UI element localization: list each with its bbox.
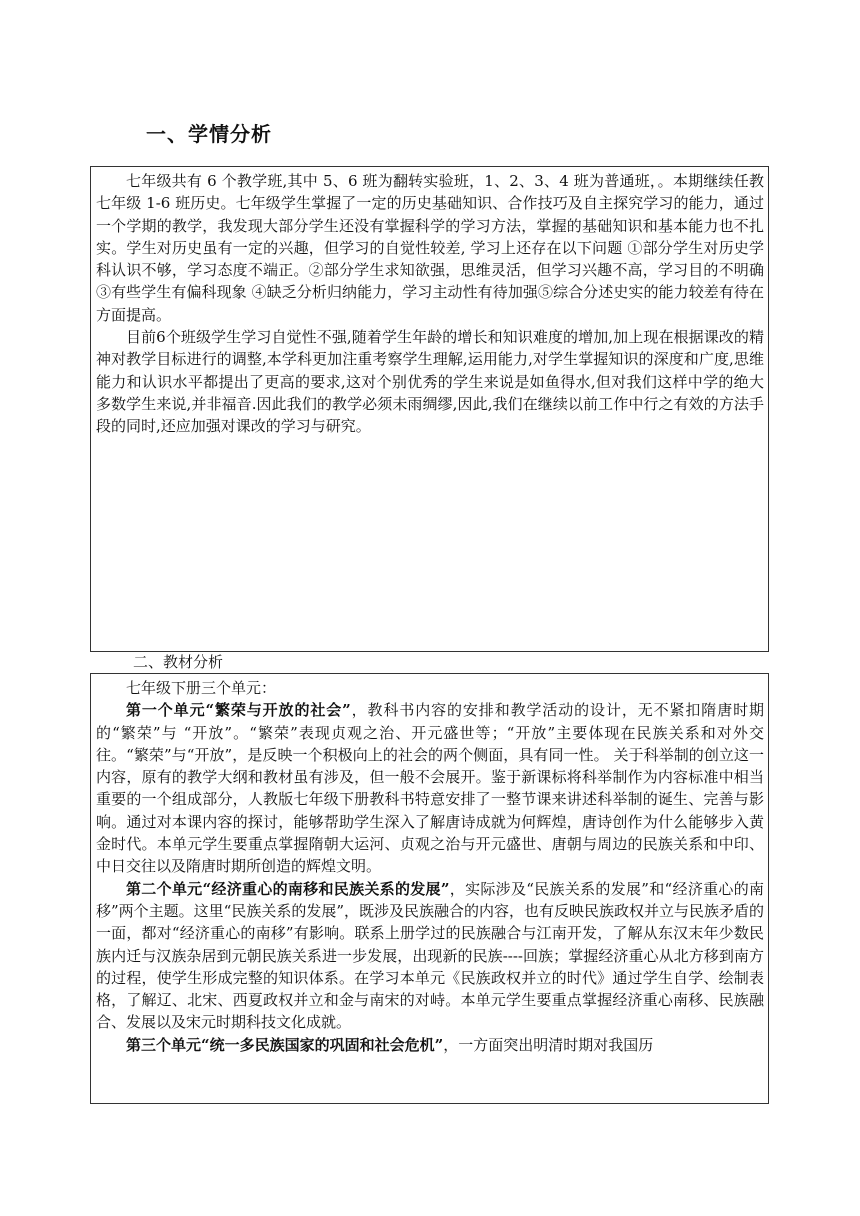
- section-heading-textbook-analysis: 二、教材分析: [133, 653, 224, 671]
- learning-analysis-box: [90, 166, 769, 652]
- paragraph: 目前6个班级学生学习自觉性不强,随着学生年龄的增长和知识难度的增加,加上现在根据课改的精神对教学目标进行的调整,本学科更加注重考察学生理解,运用能力,对学生掌握知识的深度和广度,思维能力和认识水平都提出了更高的要求,这对个别优秀的学生来说是如鱼得水,但对我们这样中学的绝大多数学生来说,并非福音.因此我们的教学必须未雨绸缪,因此,我们在继续以前工作中行之有效的方法手段的同时,还应加强对课改的学习与研究。: [96, 328, 764, 436]
- unit-title: 第二个单元“经济重心的南移和民族关系的发展”: [126, 879, 450, 898]
- unit-title: 第一个单元“繁荣与开放的社会”: [126, 701, 351, 720]
- paragraph: 七年级下册三个单元：: [126, 679, 277, 697]
- paragraph: [96, 1034, 764, 1056]
- paragraph: 七年级共有 6 个教学班,其中 5、6 班为翻转实验班，1、2、3、4 班为普通班，。本期继续任教七年级 1-6 班历史。七年级学生掌握了一定的历史基础知识、合作技巧及自主探究学习的能力，通过一个学期的教学，我发现大部分学生还没有掌握科学的学习方法，掌握的基础知识和基本能力也不扎实。学生对历史虽有一定的兴趣，但学习的自觉性较差, 学习上还存在以下问题 ①部分学生对历史学科认识不够，学习态度不端正。②部分学生求知欲强，思维灵活，但学习兴趣不高，学习目的不明确 ③有些学生有偏科现象 ④缺乏分析归纳能力，学习主动性有待加强⑤综合分述史实的能力较差有待在方面提高。: [96, 172, 764, 324]
- section-heading-learning-analysis: 一、学情分析: [146, 122, 272, 146]
- textbook-analysis-box: [90, 673, 769, 1104]
- paragraph: [96, 699, 764, 877]
- unit-text: ，实际涉及“民族关系的发展”和“经济重心的南移”两个主题。这里“民族关系的发展”，既涉及民族融合的内容，也有反映民族政权并立与民族矛盾的一面，都对“经济重心的南移”有影响。联系上册学过的民族融合与江南开发，了解从东汉末年少数民族内迁与汉族杂居到元朝民族关系进一步发展，出现新的民族----回族；掌握经济重心从北方移到南方的过程，使学生形成完整的知识体系。在学习本单元《民族政权并立的时代》通过学生自学、绘制表格，了解辽、北宋、西夏政权并立和金与南宋的对峙。本单元学生要重点掌握经济重心南移、民族融合、发展以及宋元时期科技文化成就。: [96, 879, 765, 1032]
- paragraph: [96, 878, 764, 1034]
- unit-title: 第三个单元“统一多民族国家的巩固和社会危机”: [126, 1035, 444, 1054]
- unit-text: ，教科书内容的安排和教学活动的设计，无不紧扣隋唐时期的“繁荣”与 “开放”。“繁荣”表现贞观之治、开元盛世等；“开放”主要体现在民族关系和对外交往。“繁荣”与“开放”，是反映一个积极向上的社会的两个侧面，具有同一性。 关于科举制的创立这一内容，原有的教学大纲和教材虽有涉及，但一般不会展开。鉴于新课标将科举制作为内容标准中相当重要的一个组成部分，人教版七年级下册教科书特意安排了一整节课来讲述科举制的诞生、完善与影响。通过对本课内容的探讨，能够帮助学生深入了解唐诗成就为何辉煌，唐诗创作为什么能够步入黄金时代。本单元学生要重点掌握隋朝大运河、贞观之治与开元盛世、唐朝与周边的民族关系和中印、中日交往以及隋唐时期所创造的辉煌文明。: [96, 701, 764, 876]
- unit-text: ，一方面突出明清时期对我国历: [443, 1035, 654, 1054]
